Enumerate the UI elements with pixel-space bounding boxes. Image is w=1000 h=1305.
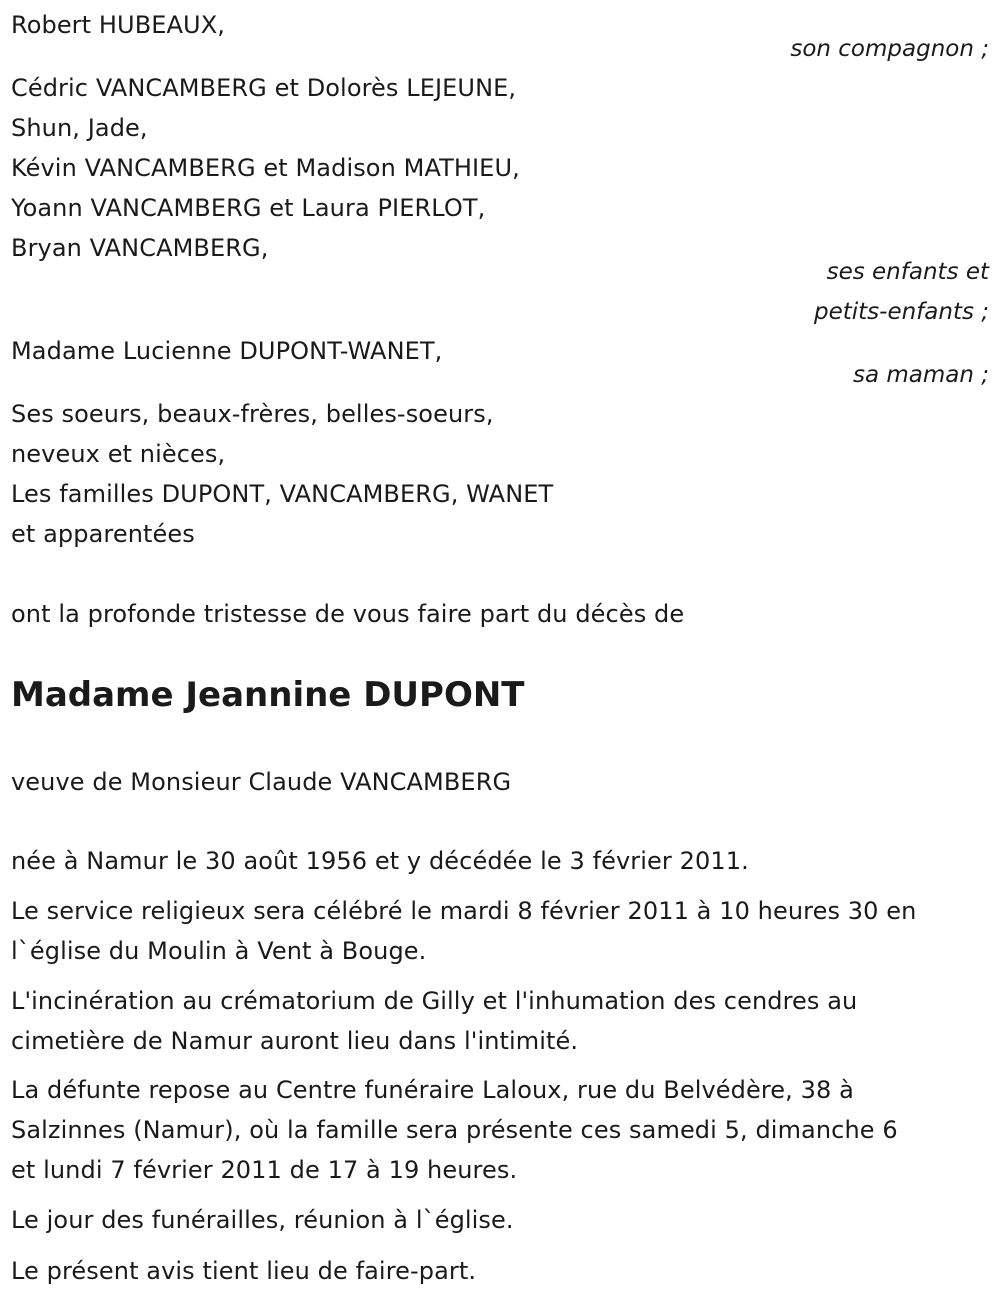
children-line: Shun, Jade, [11, 114, 148, 142]
companion-name: Robert HUBEAUX, [11, 11, 225, 39]
children-line: Yoann VANCAMBERG et Laura PIERLOT, [11, 194, 486, 222]
deceased-name: Madame Jeannine DUPONT [11, 675, 525, 715]
detail-line: et lundi 7 février 2011 de 17 à 19 heures. [11, 1156, 518, 1184]
detail-line: Salzinnes (Namur), où la famille sera présente ces samedi 5, dimanche 6 [11, 1116, 898, 1144]
children-line: Kévin VANCAMBERG et Madison MATHIEU, [11, 154, 520, 182]
announcement-text: ont la profonde tristesse de vous faire part du décès de [11, 600, 685, 628]
mother-relation: sa maman ; [852, 362, 989, 388]
detail-line: née à Namur le 30 août 1956 et y décédée le 3 février 2011. [11, 847, 749, 875]
widow-of: veuve de Monsieur Claude VANCAMBERG [11, 768, 512, 796]
others-line: neveux et nièces, [11, 440, 226, 468]
detail-line: Le présent avis tient lieu de faire-part. [11, 1257, 477, 1285]
detail-line: L'incinération au crématorium de Gilly et l'inhumation des cendres au [11, 987, 858, 1015]
detail-line: l`église du Moulin à Vent à Bouge. [11, 937, 427, 965]
mother-name: Madame Lucienne DUPONT-WANET, [11, 337, 443, 365]
children-line: Cédric VANCAMBERG et Dolorès LEJEUNE, [11, 74, 517, 102]
companion-relation: son compagnon ; [790, 36, 989, 62]
detail-line: Le jour des funérailles, réunion à l`église. [11, 1206, 514, 1234]
others-line: Les familles DUPONT, VANCAMBERG, WANET [11, 480, 554, 508]
others-line: et apparentées [11, 520, 195, 548]
children-line: Bryan VANCAMBERG, [11, 234, 269, 262]
others-line: Ses soeurs, beaux-frères, belles-soeurs, [11, 400, 494, 428]
children-relation: ses enfants et [826, 259, 989, 285]
detail-line: La défunte repose au Centre funéraire Laloux, rue du Belvédère, 38 à [11, 1076, 854, 1104]
children-relation: petits-enfants ; [813, 299, 989, 325]
detail-line: cimetière de Namur auront lieu dans l'intimité. [11, 1027, 579, 1055]
detail-line: Le service religieux sera célébré le mardi 8 février 2011 à 10 heures 30 en [11, 897, 917, 925]
